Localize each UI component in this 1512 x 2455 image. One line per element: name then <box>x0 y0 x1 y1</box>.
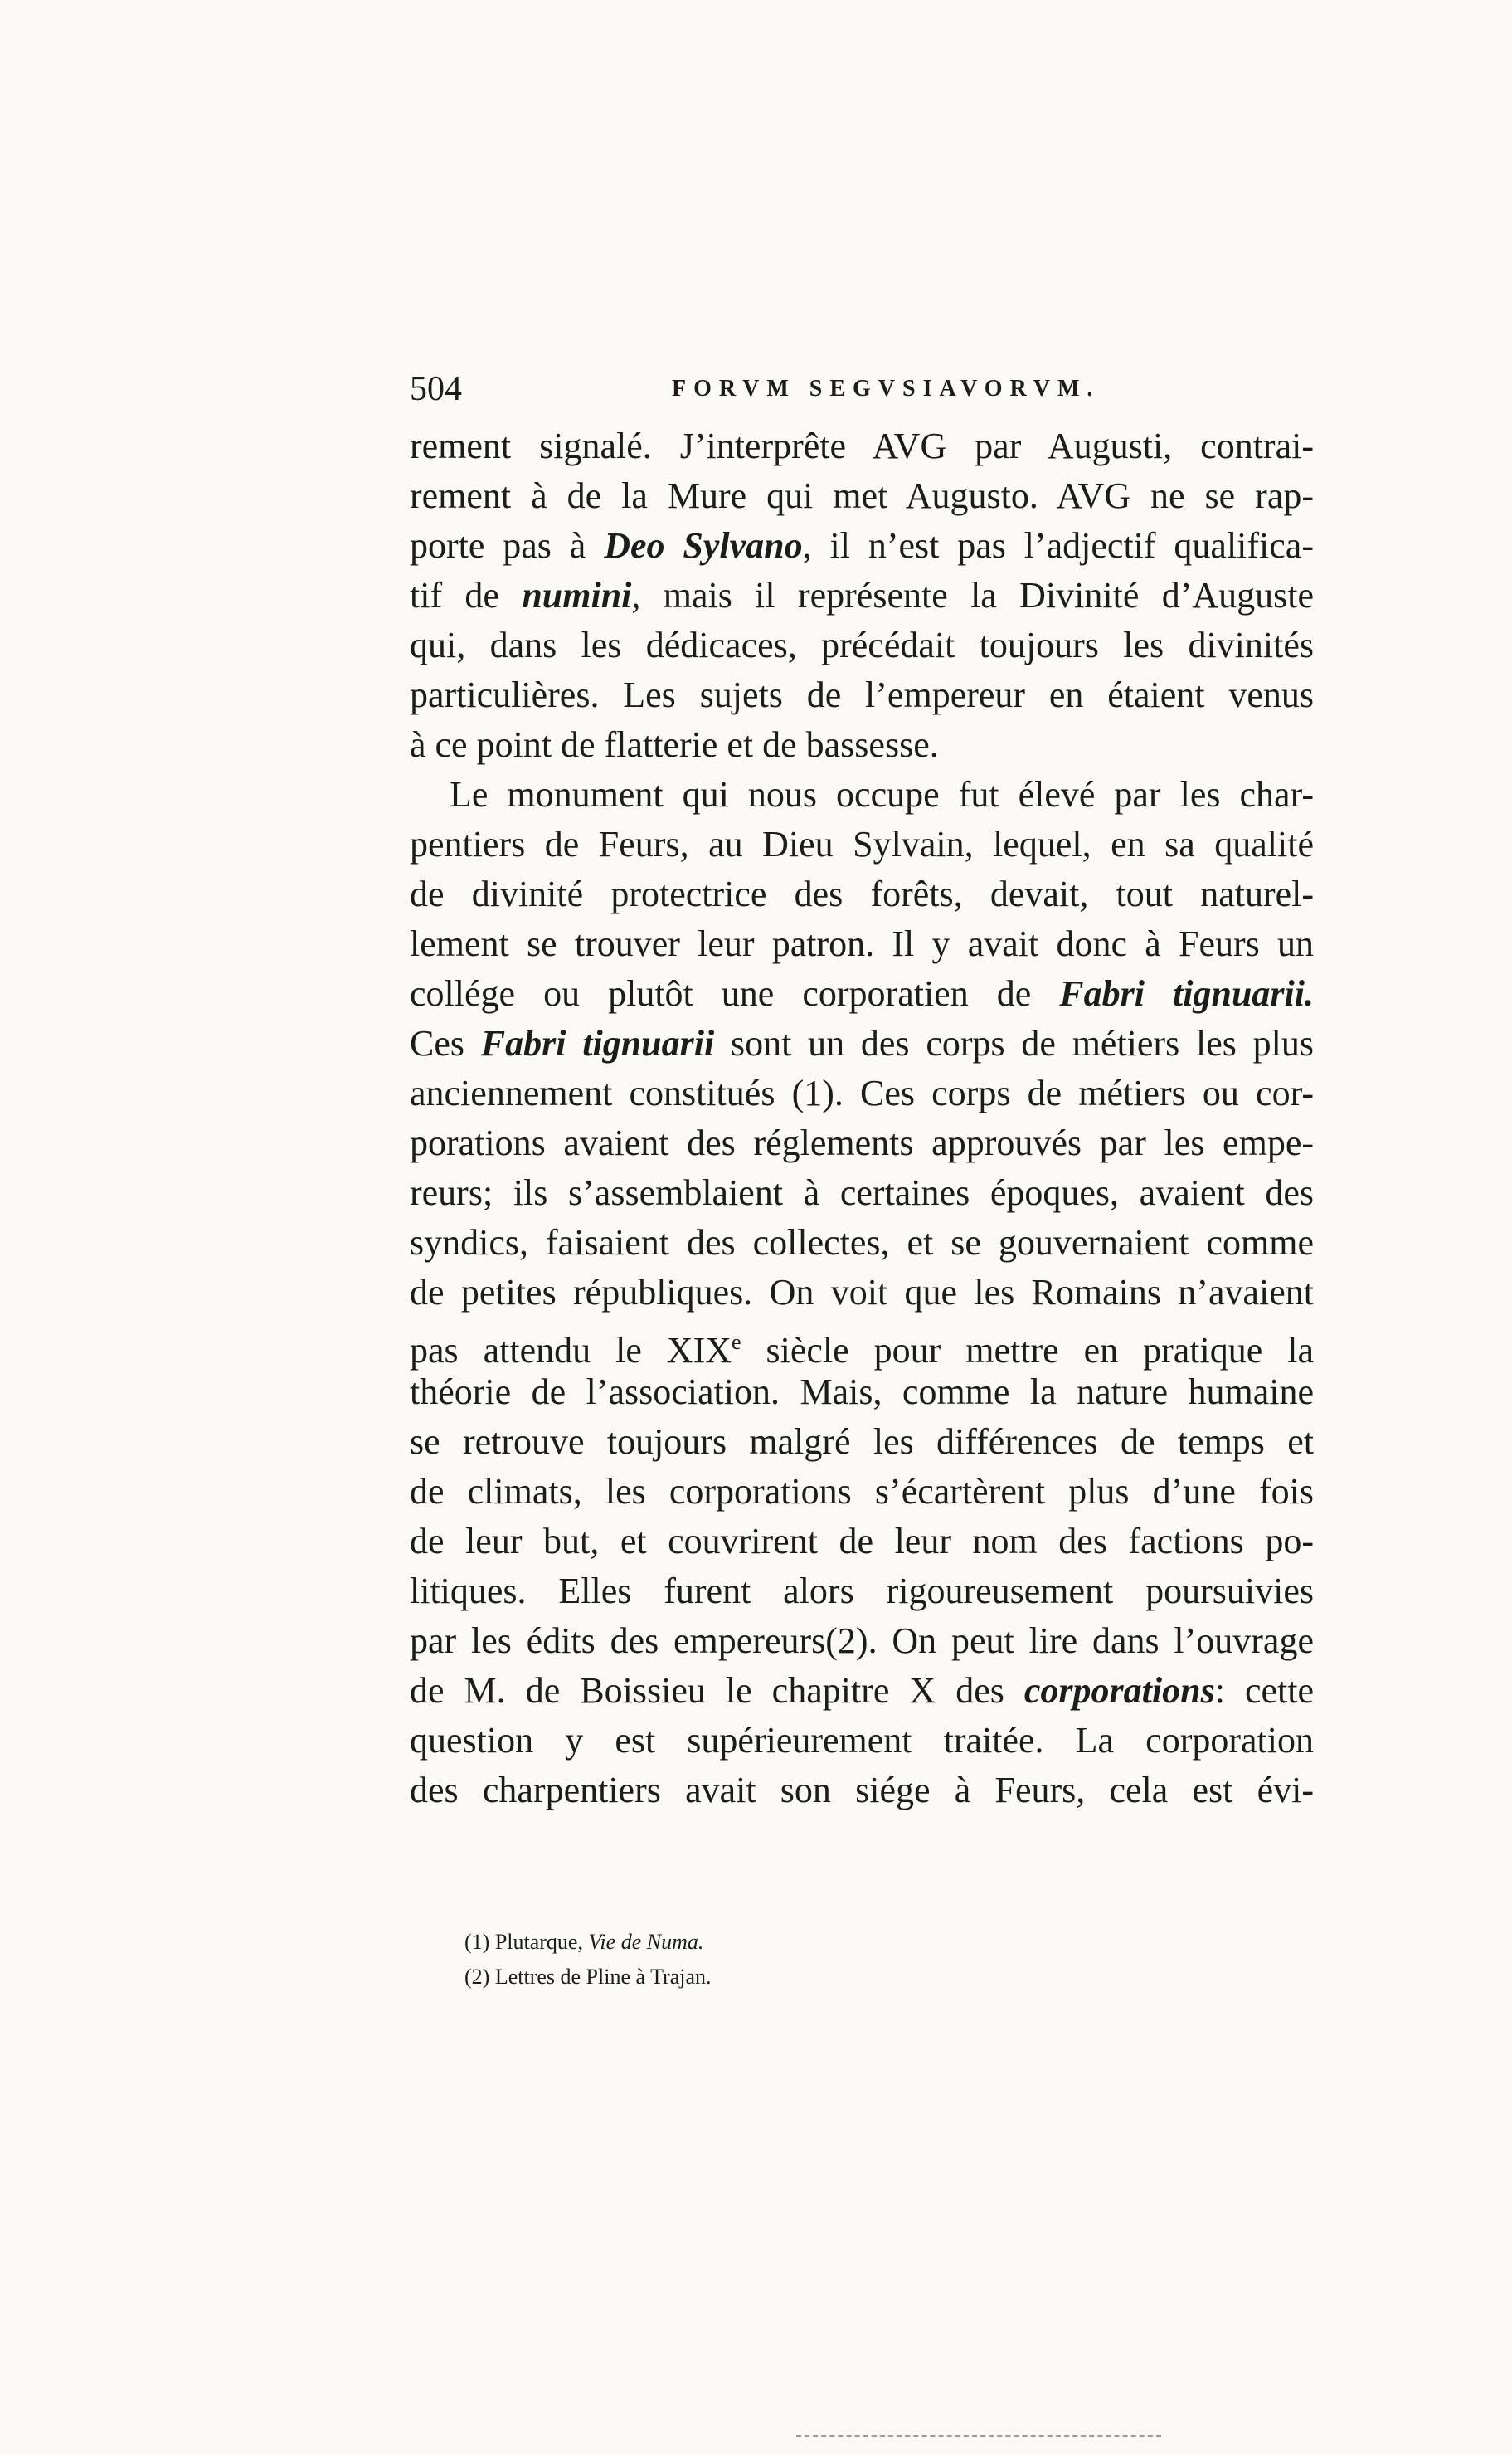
text-line <box>410 1467 1314 1517</box>
text-segment: : cette <box>1214 1670 1314 1711</box>
text-line <box>410 1019 1314 1069</box>
page-number: 504 <box>410 370 462 408</box>
text-segment: de petites républiques. On voit que les Romains n’avaient <box>410 1272 1314 1313</box>
text-line <box>410 1168 1314 1218</box>
text-segment: rement à de la Mure qui met Augusto. AVG ne se rap- <box>410 475 1314 516</box>
text-line <box>410 919 1314 969</box>
footnote-text: Lettres de Pline à Trajan. <box>494 1965 712 1989</box>
text-line <box>410 1616 1314 1666</box>
footnote <box>464 1960 1211 1995</box>
styled-text: numini <box>522 575 632 616</box>
text-line <box>410 1069 1314 1118</box>
styled-text: Fabri tignuarii. <box>1059 973 1314 1014</box>
text-line <box>410 670 1314 720</box>
text-segment: se retrouve toujours malgré les différences de temps et <box>410 1421 1314 1462</box>
text-line <box>410 1318 1314 1371</box>
text-line <box>410 1367 1314 1417</box>
text-segment: , mais il représente la Divinité d’Auguste <box>631 575 1314 616</box>
text-segment: tif de <box>410 575 523 616</box>
text-line <box>410 1766 1314 1815</box>
text-segment: théorie de l’association. Mais, comme la nature humaine <box>410 1371 1314 1412</box>
styled-text: corporations <box>1023 1670 1215 1711</box>
running-head <box>410 369 1322 419</box>
text-segment: reurs; ils s’assemblaient à certaines époques, avaient des <box>410 1172 1314 1213</box>
text-segment: rement signalé. J’interprête AVG par Augusti, contrai- <box>410 426 1314 466</box>
text-line <box>410 1118 1314 1168</box>
text-segment: par les édits des empereurs(2). On peut lire dans l’ouvrage <box>410 1620 1314 1661</box>
text-segment: lement se trouver leur patron. Il y avait donc à Feurs un <box>410 923 1314 964</box>
text-segment: Ces <box>410 1023 481 1064</box>
text-line <box>410 969 1314 1019</box>
text-segment: porations avaient des réglements approuvés par les empe- <box>410 1123 1314 1163</box>
text-line <box>410 421 1314 471</box>
footnotes <box>464 1925 1211 1995</box>
styled-text: Deo Sylvano <box>604 525 803 566</box>
footnote-title: Vie de Numa. <box>588 1930 704 1954</box>
text-segment: de M. de Boissieu le chapitre X des <box>410 1670 1024 1711</box>
text-segment: sont un des corps de métiers les plus <box>714 1023 1314 1064</box>
text-line <box>410 1666 1314 1716</box>
text-segment: siècle pour mettre en pratique la <box>741 1330 1314 1371</box>
text-segment: des charpentiers avait son siége à Feurs, cela est évi- <box>410 1770 1314 1810</box>
running-title: FORVM SEGVSIAVORVM. <box>672 376 1101 402</box>
footnote <box>464 1925 1211 1960</box>
text-line <box>410 1417 1314 1467</box>
text-segment: de leur but, et couvrirent de leur nom des factions po- <box>410 1521 1314 1561</box>
text-line <box>410 571 1314 621</box>
styled-text: Fabri tignuarii <box>480 1023 715 1064</box>
text-line <box>410 720 1314 770</box>
text-segment: question y est supérieurement traitée. La corporation <box>410 1720 1314 1761</box>
text-line <box>410 1566 1314 1616</box>
text-segment: Le monument qui nous occupe fut élevé par les char- <box>450 774 1314 815</box>
text-line <box>410 521 1314 571</box>
text-segment: à ce point de flatterie et de bassesse. <box>410 724 939 765</box>
text-segment: , il n’est pas l’adjectif qualifica- <box>802 525 1314 566</box>
footnote-marker: (1) <box>464 1930 495 1954</box>
text-segment: pas attendu le XIX <box>410 1330 732 1371</box>
text-line <box>410 820 1314 869</box>
text-line <box>410 621 1314 670</box>
text-line <box>410 1218 1314 1268</box>
text-segment: litiques. Elles furent alors rigoureusement poursuivies <box>410 1571 1314 1611</box>
text-segment: pentiers de Feurs, au Dieu Sylvain, lequel, en sa qualité <box>410 824 1314 865</box>
text-line <box>410 869 1314 919</box>
text-segment: collége ou plutôt une corporatien de <box>410 973 1060 1014</box>
text-segment: de climats, les corporations s’écartèrent plus d’une fois <box>410 1471 1314 1512</box>
text-line <box>410 1716 1314 1766</box>
text-segment: syndics, faisaient des collectes, et se gouvernaient comme <box>410 1222 1314 1263</box>
footnote-marker: (2) <box>464 1965 495 1989</box>
footnote-text: Plutarque, <box>494 1930 589 1954</box>
styled-text: e <box>732 1330 741 1354</box>
text-segment: anciennement constitués (1). Ces corps de métiers ou cor- <box>410 1073 1314 1113</box>
text-segment: porte pas à <box>410 525 605 566</box>
text-line <box>410 471 1314 521</box>
text-line <box>410 770 1314 820</box>
text-segment: particulières. Les sujets de l’empereur en étaient venus <box>410 675 1314 715</box>
text-segment: de divinité protectrice des forêts, devait, tout naturel- <box>410 874 1314 914</box>
text-line <box>410 1268 1314 1318</box>
scan-artifact <box>796 2435 1161 2440</box>
body-text <box>410 421 1314 1815</box>
text-segment: qui, dans les dédicaces, précédait toujours les divinités <box>410 625 1314 665</box>
text-line <box>410 1517 1314 1566</box>
